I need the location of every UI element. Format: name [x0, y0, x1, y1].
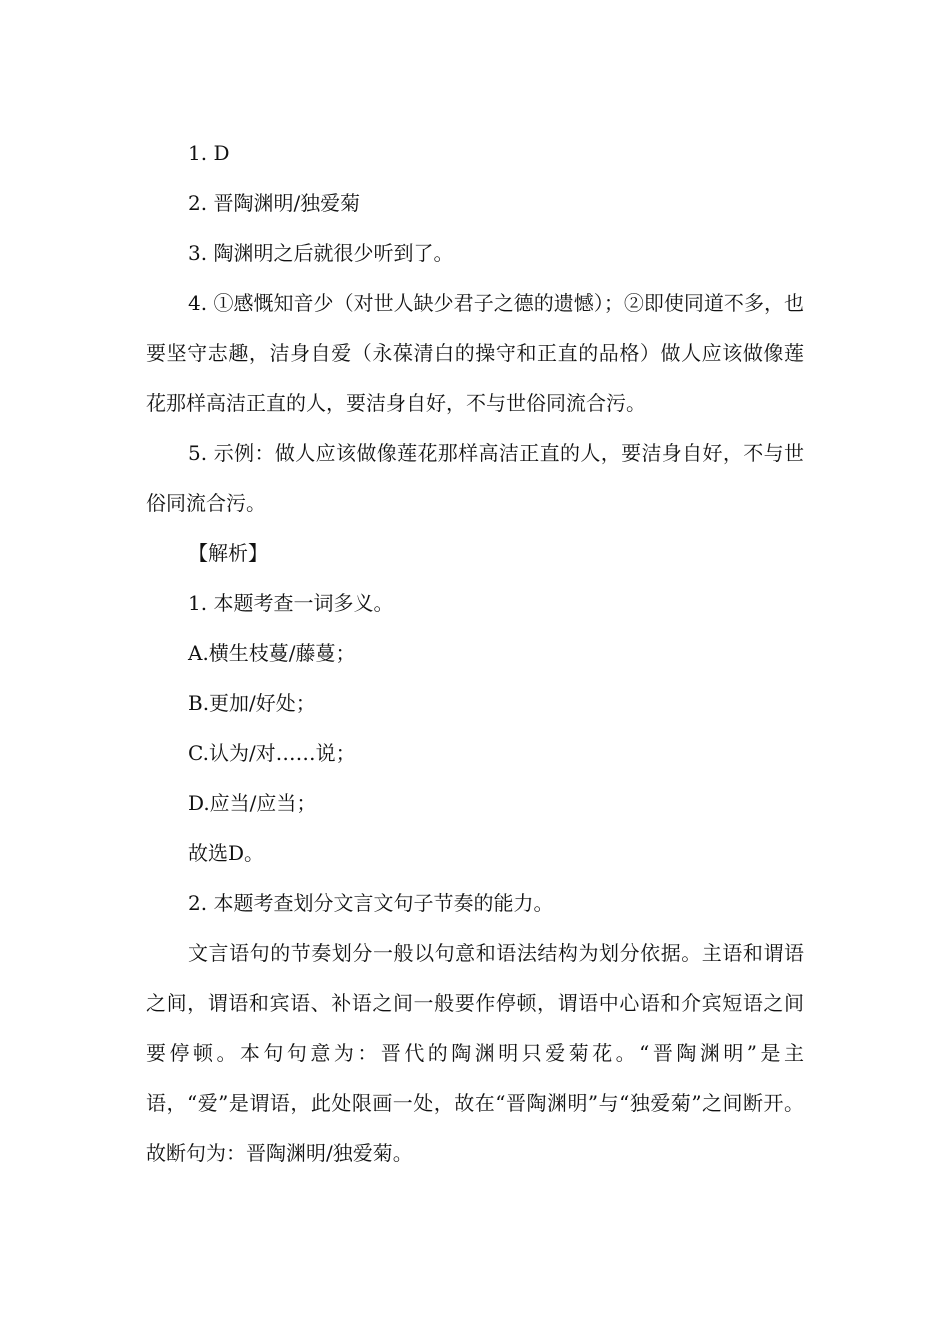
analysis-2-body: 文言语句的节奏划分一般以句意和语法结构为划分依据。主语和谓语之间，谓语和宾语、补语之间一般要作停顿，谓语中心语和介宾短语之间要停顿。本句句意为：晋代的陶渊明只爱菊花。“晋陶渊明”是主语，“爱”是谓语，此处限画一处，故在“晋陶渊明”与“独爱菊”之间断开。故断句为：晋陶渊明/独爱菊。	[146, 941, 804, 1165]
answer-1: 1. D	[188, 141, 230, 165]
analysis-1-option-c: C.认为/对……说；	[188, 741, 356, 765]
answer-2: 2. 晋陶渊明/独爱菊	[188, 191, 361, 215]
analysis-1-option-d: D.应当/应当；	[188, 791, 317, 815]
analysis-1-option-b: B.更加/好处；	[188, 691, 316, 715]
answer-3: 3. 陶渊明之后就很少听到了。	[188, 241, 454, 265]
analysis-1-title: 1. 本题考查一词多义。	[188, 591, 394, 615]
analysis-1-conclusion: 故选D。	[188, 841, 265, 865]
analysis-1-option-a: A.横生枝蔓/藤蔓；	[188, 641, 356, 665]
analysis-heading: 【解析】	[188, 541, 268, 565]
answer-5: 5. 示例：做人应该做像莲花那样高洁正直的人，要洁身自好，不与世俗同流合污。	[146, 441, 804, 515]
document-body	[146, 128, 804, 1178]
answer-4: 4. ①感慨知音少（对世人缺少君子之德的遗憾）；②即使同道不多，也要坚守志趣，洁身自爱（永葆清白的操守和正直的品格）做人应该做像莲花那样高洁正直的人，要洁身自好，不与世俗同流合污。	[146, 291, 804, 415]
analysis-2-title: 2. 本题考查划分文言文句子节奏的能力。	[188, 891, 554, 915]
